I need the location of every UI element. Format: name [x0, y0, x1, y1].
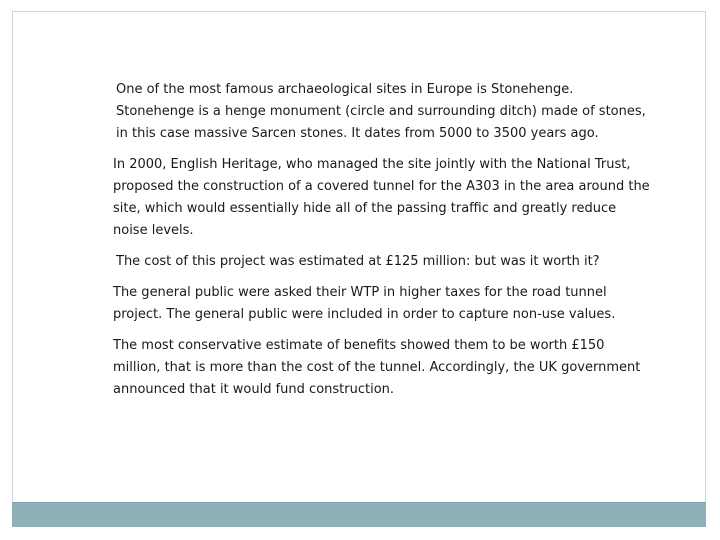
paragraph-stonehenge-intro: One of the most famous archaeological sites in Europe is Stonehenge. Stonehenge is a henge monument (circle and surrounding ditch) made of stones, in this case massive Sarcen stones. It dates from 5000 to 3500 years ago. [116, 82, 646, 141]
paragraph-english-heritage-proposal: In 2000, English Heritage, who managed the site jointly with the National Trust, proposed the construction of a covered tunnel for the A303 in the area around the site, which would essentially hide all of the passing traffic and greatly reduce noise levels. [113, 157, 650, 238]
paragraph-wtp-survey: The general public were asked their WTP in higher taxes for the road tunnel project. The general public were included in order to capture non-use values. [113, 285, 616, 322]
slide-body [113, 79, 653, 410]
slide-footer-bar [12, 502, 706, 527]
paragraph-benefit-estimate: The most conservative estimate of benefits showed them to be worth £150 million, that is more than the cost of the tunnel. Accordingly, the UK government announced that it would fund construction. [113, 338, 641, 397]
paragraph-project-cost: The cost of this project was estimated at £125 million: but was it worth it? [116, 254, 600, 269]
